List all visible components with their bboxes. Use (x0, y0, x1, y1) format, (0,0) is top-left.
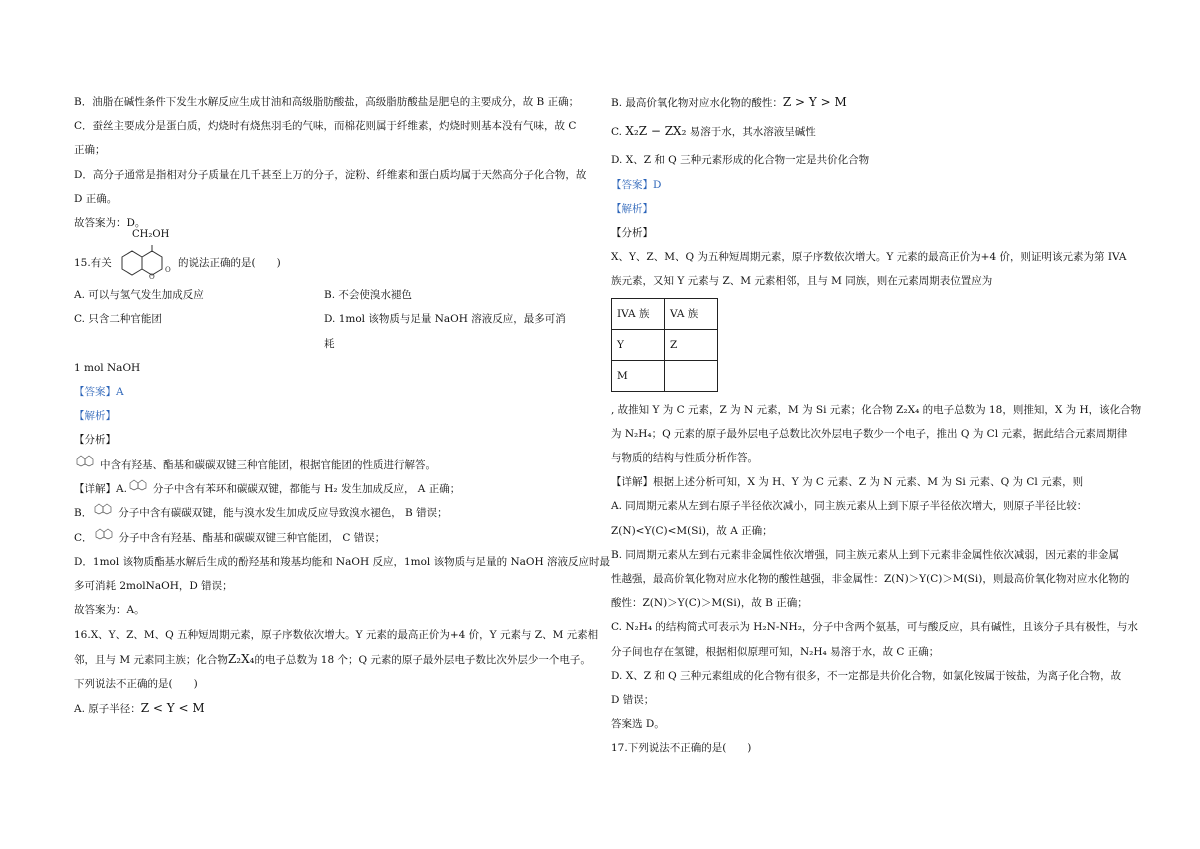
q17-stem: 17.下列说法不正确的是( ) (611, 742, 752, 755)
text-line: 故答案为：D。 (74, 217, 146, 230)
left-column (74, 90, 611, 721)
q15-analysis: 中含有羟基、酯基和碳碳双键三种官能团，根据官能团的性质进行解答。 (74, 453, 594, 477)
q15-fenxi: 【分析】 (74, 434, 116, 447)
q16-detail-6: 酸性：Z(N)＞Y(C)＞M(Si)，故 B 正确； (611, 597, 808, 610)
table-cell: IVA 族 (612, 298, 665, 329)
table-cell: M (612, 360, 665, 391)
q16-option-a: A. 原子半径：Z < Y < M (74, 701, 205, 716)
q16-fenxi: 【分析】 (611, 227, 653, 240)
q16-stem-3: 下列说法不正确的是( ) (74, 677, 198, 690)
molecule-small-icon (127, 477, 153, 501)
q15-option-d: D. 1mol 该物质与足量 NaOH 溶液反应，最多可消耗 (324, 313, 566, 350)
q16-detail-8: 分子间也存在氢键，根据相似原理可知，N₂H₄ 易溶于水，故 C 正确； (611, 645, 940, 658)
table-cell: VA 族 (665, 298, 718, 329)
q15-answer: 【答案】A (74, 386, 124, 399)
q16-detail-7: C. N₂H₄ 的结构简式可表示为 H₂N-NH₂，分子中含两个氨基，可与酸反应，具有碱性，且该分子具有极性，与水 (611, 621, 1138, 634)
q16-analysis-1: X、Y、Z、M、Q 为五种短周期元素，原子序数依次增大。Y 元素的最高正价为+4 价，则证明该元素为第 IVA (611, 251, 1127, 264)
molecule-small-icon (74, 453, 100, 477)
q16-option-b: B. 最高价氧化物对应水化物的酸性：Z > Y > M (611, 95, 847, 109)
q15-jiexi: 【解析】 (74, 410, 116, 423)
q16-detail-5: 性越强，最高价氧化物对应水化物的酸性越强，非金属性：Z(N)＞Y(C)＞M(Si)，则最高价氧化物对应水化物的 (611, 573, 1130, 586)
molecule-small-icon (93, 526, 119, 550)
q15-detail-b: B． 分子中含有碳碳双键，能与溴水发生加成反应导致溴水褪色， B 错误； (74, 501, 594, 525)
table-row (612, 298, 718, 329)
table-row (612, 329, 718, 360)
q16-option-c: C. X₂Z − ZX₂ 易溶于水，其水溶液呈碱性 (611, 124, 816, 139)
q16-analysis-2: 族元素，又知 Y 元素与 Z、M 元素相邻，且与 M 同族，则在元素周期表位置应为 (611, 275, 993, 288)
q15-option-a: A. 可以与氢气发生加成反应 (74, 289, 204, 302)
periodic-position-table (611, 298, 718, 392)
text-line: D．高分子通常是指相对分子质量在几千甚至上万的分子，淀粉、纤维素和蛋白质均属于天然高分子化合物，故 (74, 168, 587, 181)
q16-stem-1: 16.X、Y、Z、M、Q 五种短周期元素，原子序数依次增大。Y 元素的最高正价为+4 价，Y 元素与 Z、M 元素相 (74, 628, 599, 641)
q16-infer-2: 为 N₂H₄；Q 元素的原子最外层电子总数比次外层电子数少一个电子，推出 Q 为 Cl 元素，据此结合元素周期律 (611, 427, 1128, 440)
svg-text:O: O (165, 266, 171, 275)
coumarin-structure-icon (110, 229, 171, 287)
q16-infer-1: , 故推知 Y 为 C 元素，Z 为 N 元素，M 为 Si 元素；化合物 Z₂X₄ 的电子总数为 18，则推知，X 为 H，该化合物 (611, 403, 1142, 416)
q15-detail-c: C． 分子中含有羟基、酯基和碳碳双键三种官能团， C 错误； (74, 526, 594, 550)
text-line: 正确； (74, 144, 106, 157)
q16-detail-10: D 错误； (611, 694, 655, 707)
table-cell: Z (665, 329, 718, 360)
q15-prefix: 15.有关 (74, 257, 112, 270)
question-15 (74, 229, 594, 283)
q15-option-d-cont: 1 mol NaOH (74, 361, 141, 374)
q16-jiexi: 【解析】 (611, 202, 653, 215)
table-cell (665, 360, 718, 391)
text-line: C．蚕丝主要成分是蛋白质，灼烧时有烧焦羽毛的气味，而棉花则属于纤维素，灼烧时则基本没有气味，故 C (74, 120, 577, 133)
formula-z2x4: Z₂X₄ (227, 651, 255, 666)
molecule-small-icon (92, 501, 118, 525)
q16-answer: 【答案】D (611, 178, 662, 191)
ch2oh-label: CH₂OH (132, 229, 170, 241)
q15-detail-a: 【详解】A. 分子中含有苯环和碳碳双键，都能与 H₂ 发生加成反应， A 正确； (74, 477, 594, 501)
right-column (611, 90, 1142, 761)
q15-option-c: C. 只含二种官能团 (74, 313, 162, 326)
q15-option-b: B. 不会使溴水褪色 (324, 289, 412, 302)
q16-detail-4: B. 同周期元素从左到右元素非金属性依次增强，同主族元素从上到下元素非金属性依次减弱，因元素的非金属 (611, 548, 1119, 561)
q15-options-cd (74, 307, 574, 355)
table-row (612, 360, 718, 391)
q15-detail-d: D．1mol 该物质酯基水解后生成的酚羟基和羧基均能和 NaOH 反应，1mol 该物质与足量的 NaOH 溶液反应时最 (74, 555, 611, 568)
text-line: D 正确。 (74, 192, 118, 205)
q16-detail-1: 【详解】根据上述分析可知，X 为 H、Y 为 C 元素、Z 为 N 元素、M 为 Si 元素、Q 为 Cl 元素，则 (611, 476, 1084, 489)
q16-stem-2: 邻，且与 M 元素同主族；化合物Z₂X₄的电子总数为 18 个；Q 元素的原子最外层电子数比次外层少一个电子。 (74, 651, 591, 666)
q16-detail-2: A. 同周期元素从左到右原子半径依次减小，同主族元素从上到下原子半径依次增大，则原子半径比较： (611, 500, 1088, 513)
svg-text:O: O (149, 273, 155, 282)
q15-suffix: 的说法正确的是( ) (178, 257, 281, 270)
table-cell: Y (612, 329, 665, 360)
q15-detail-d-cont: 多可消耗 2molNaOH，D 错误； (74, 580, 233, 593)
q15-final: 故答案为：A。 (74, 604, 145, 617)
q16-infer-3: 与物质的结构与性质分析作答。 (611, 452, 758, 465)
q16-detail-9: D. X、Z 和 Q 三种元素组成的化合物有很多，不一定都是共价化合物，如氯化铵属于铵盐，为离子化合物，故 (611, 669, 1122, 682)
q16-detail-3: Z(N)<Y(C)<M(Si)，故 A 正确； (611, 524, 773, 537)
text-line: B．油脂在碱性条件下发生水解反应生成甘油和高级脂肪酸盐，高级脂肪酸盐是肥皂的主要成分，故 B 正确； (74, 96, 580, 108)
q16-final: 答案选 D。 (611, 718, 665, 731)
q16-option-d: D. X、Z 和 Q 三种元素形成的化合物一定是共价化合物 (611, 154, 870, 167)
